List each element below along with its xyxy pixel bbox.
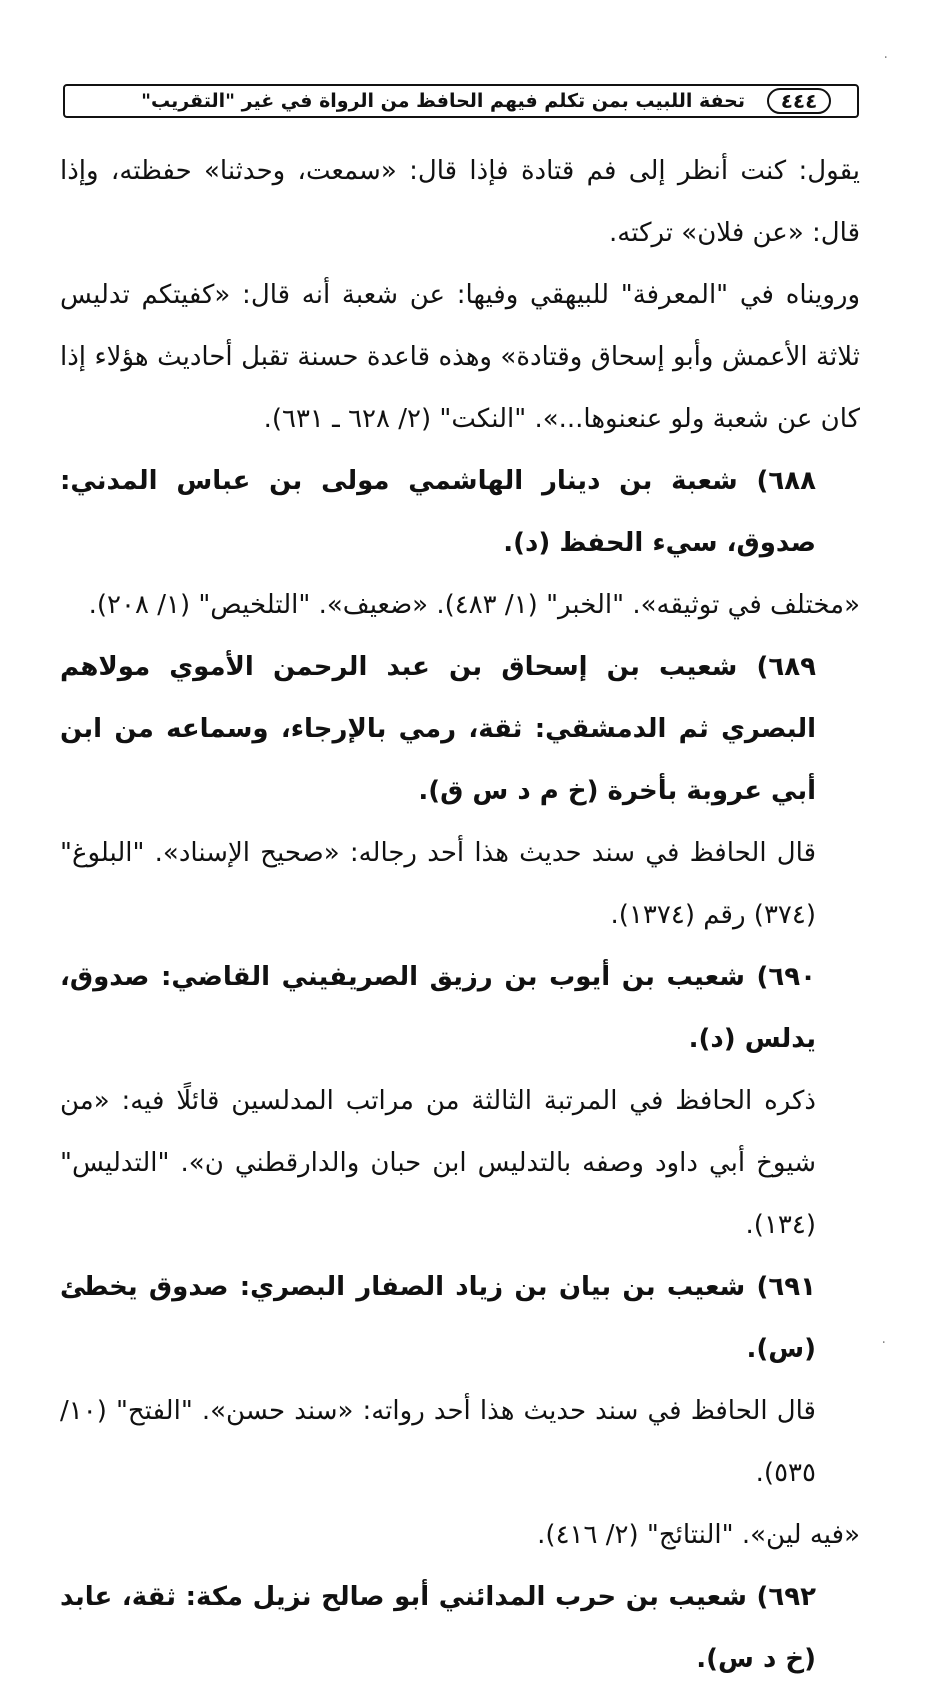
narrator-entry: ٦٩٢) شعيب بن حرب المدائني أبو صالح نزيل مكة: ثقة، عابد (خ د س). xyxy=(60,1582,816,1674)
paragraph: «فيه لين». "النتائج" (٢/ ٤١٦). xyxy=(537,1520,860,1550)
narrator-entry: ٦٩٠) شعيب بن أيوب بن رزيق الصريفيني القاضي: صدوق، يدلس (د). xyxy=(60,962,816,1054)
paragraph: قال الحافظ في سند حديث هذا أحد رواته: «سند حسن». "الفتح" (١٠/ ٥٣٥). xyxy=(60,1396,816,1488)
running-title: تحفة اللبيب بمن تكلم فيهم الحافظ من الرواة في غير "التقريب" xyxy=(141,90,745,112)
narrator-entry: ٦٨٨) شعبة بن دينار الهاشمي مولى بن عباس المدني: صدوق، سيء الحفظ (د). xyxy=(60,466,816,558)
narrator-entry: ٦٨٩) شعيب بن إسحاق بن عبد الرحمن الأموي مولاهم البصري ثم الدمشقي: ثقة، رمي بالإرجاء، وسماعه من ابن أبي عروبة بأخرة (خ م د س ق). xyxy=(60,652,816,806)
scan-speck: · xyxy=(883,50,888,66)
page-body xyxy=(60,140,860,1690)
narrator-entry: ٦٩١) شعيب بن بيان بن زياد الصفار البصري: صدوق يخطئ (س). xyxy=(60,1272,816,1364)
page-number: ٤٤٤ xyxy=(767,88,831,114)
paragraph: «مختلف في توثيقه». "الخبر" (١/ ٤٨٣). «ضعيف». "التلخيص" (١/ ٢٠٨). xyxy=(88,590,860,620)
page-header xyxy=(63,84,859,118)
paragraph: ذكره الحافظ في المرتبة الثالثة من مراتب المدلسين قائلًا فيه: «من شيوخ أبي داود وصفه بالتدليس ابن حبان والدارقطني ن». "التدليس" (١٣٤). xyxy=(60,1086,816,1240)
paragraph: ورويناه في "المعرفة" للبيهقي وفيها: عن شعبة أنه قال: «كفيتكم تدليس ثلاثة الأعمش وأبو إسحاق وقتادة» وهذه قاعدة حسنة تقبل أحاديث هؤلاء إذا كان عن شعبة ولو عنعنوها...». "النكت" (٢/ ٦٢٨ ـ ٦٣١). xyxy=(60,280,860,434)
scan-speck: · xyxy=(881,1335,886,1351)
paragraph: قال الحافظ في سند حديث هذا أحد رجاله: «صحيح الإسناد». "البلوغ" (٣٧٤) رقم (١٣٧٤). xyxy=(60,838,816,930)
paragraph: يقول: كنت أنظر إلى فم قتادة فإذا قال: «سمعت، وحدثنا» حفظته، وإذا قال: «عن فلان» تركته. xyxy=(60,156,860,248)
